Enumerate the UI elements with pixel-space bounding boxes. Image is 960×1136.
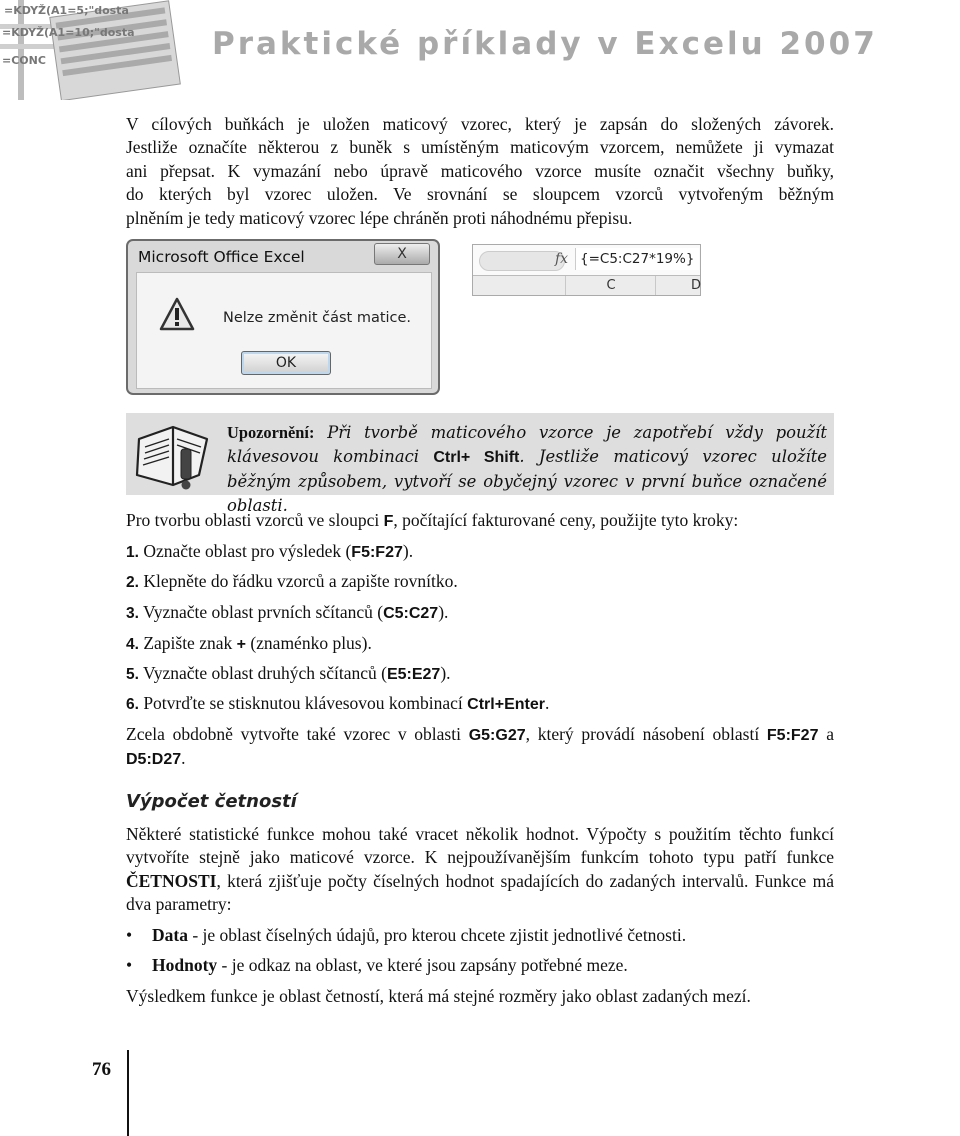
step-text: Klepněte do řádku vzorců a zapište rovnítko. (143, 571, 458, 591)
note-label: Upozornění: (227, 423, 315, 442)
text: , která zjišťuje počty číselných hodnot spadajících do zadaných intervalů. Funkce má dva parametry: (126, 870, 834, 915)
step-ref: C5:C27 (383, 605, 439, 622)
bullet-item (126, 954, 834, 977)
step-item (126, 692, 834, 716)
step-ref: + (236, 636, 246, 653)
bullet-item (126, 924, 834, 947)
column-ref: F (383, 513, 394, 530)
excel-formula-bar (472, 244, 701, 296)
step-number: 5. (126, 666, 139, 683)
column-header[interactable]: D (655, 276, 700, 295)
step-text: Vyznačte oblast prvních sčítanců ( (143, 602, 384, 622)
formula-input[interactable]: {=C5:C27*19%} (575, 248, 699, 270)
text: Zcela obdobně vytvořte také vzorec v oblasti (126, 724, 469, 744)
step-number: 6. (126, 696, 139, 713)
step-number: 3. (126, 605, 139, 622)
step-text: . (544, 693, 550, 713)
intro-line: V cílových buňkách je uložen maticový vzorec, který je zapsán do složených závorek. (126, 114, 834, 134)
intro-line: ani přepsat. K vymazání nebo úpravě maticového vzorce musíte označit všechny buňky, (126, 160, 834, 181)
bullet-term: Data (152, 925, 188, 945)
step-number: 2. (126, 574, 139, 591)
bullet-text: - je odkaz na oblast, ve které jsou zapsány potřebné meze. (217, 955, 628, 975)
formula-bar-row (473, 245, 700, 276)
step-text: Zapište znak (143, 633, 237, 653)
step-item (126, 662, 834, 686)
step-item (126, 570, 834, 594)
step-number: 1. (126, 544, 139, 561)
note-key-combo: Ctrl+ Shift (433, 449, 520, 466)
note-text (227, 421, 827, 518)
intro-line: plněním je tedy maticový vzorec lépe chráněn proti náhodnému přepisu. (126, 207, 633, 228)
range-ref: F5:F27 (766, 727, 819, 744)
step-text: Potvrďte se stisknutou klávesovou kombinací (143, 693, 468, 713)
section-heading: Výpočet četností (126, 791, 297, 812)
text: Pro tvorbu oblasti vzorců ve sloupci (126, 510, 384, 530)
note-text-part: . Jestliže maticový vzorec uložíte běžným způsobem, vytvoří se obyčejný vzorec v první buňce označené oblasti. (227, 447, 827, 515)
header-logo (0, 0, 210, 100)
step-ref: E5:E27 (386, 666, 441, 683)
intro-paragraph (126, 113, 834, 230)
steps-intro (126, 509, 834, 533)
range-ref: G5:G27 (468, 727, 526, 744)
step-ref: Ctrl+Enter (467, 696, 545, 713)
step-text: Označte oblast pro výsledek ( (143, 541, 352, 561)
page-number: 76 (92, 1059, 111, 1080)
logo-graphic (0, 0, 210, 100)
column-header-row (473, 276, 700, 295)
similar-paragraph (126, 723, 834, 772)
intro-line: do kterých byl vzorec uložen. Ve srovnání se sloupcem vzorců vytvořeným běžným (126, 184, 834, 205)
bullet-term: Hodnoty (152, 955, 218, 975)
logo-line-3: =CONC (2, 54, 46, 67)
function-name: ČETNOSTI (126, 870, 217, 891)
name-box[interactable] (479, 251, 565, 271)
text: a (818, 724, 834, 744)
step-ref: F5:F27 (351, 544, 403, 561)
step-text: (znaménko plus). (245, 633, 372, 653)
intro-line: Jestliže označíte některou z buněk s umístěným maticovým vzorcem, nemůžete ji vymazat (126, 137, 834, 158)
column-header[interactable]: C (565, 276, 656, 295)
text: . (181, 748, 186, 769)
page-rule (127, 1050, 129, 1136)
dialog-body (136, 272, 432, 389)
book-warning-icon (129, 419, 217, 491)
result-paragraph: Výsledkem funkce je oblast četností, která má stejné rozměry jako oblast zadaných mezí. (126, 986, 751, 1006)
text: Některé statistické funkce mohou také vracet několik hodnot. Výpočty s použitím těchto funkcí vytvoříte stejně jako maticové vzorce. K nejpoužívanějším funkcím tohoto typu patří funkce (126, 824, 834, 868)
page-header-title: Praktické příklady v Excelu 2007 (212, 26, 878, 62)
dialog-message: Nelze změnit část matice. (223, 310, 412, 326)
function-icon[interactable]: fx (555, 251, 569, 267)
step-item (126, 601, 834, 625)
ok-button[interactable]: OK (241, 351, 331, 375)
step-text: ). (438, 602, 449, 622)
bullet-icon: • (126, 925, 133, 945)
step-item (126, 540, 834, 564)
bullet-text: - je oblast číselných údajů, pro kterou chcete zjistit jednotlivé četnosti. (187, 925, 687, 945)
warning-icon (159, 297, 195, 331)
step-item (126, 632, 834, 656)
excel-error-dialog (126, 239, 440, 395)
text: , počítající fakturované ceny, použijte tyto kroky: (393, 510, 739, 530)
logo-line-1: =KDYŽ(A1=5;"dosta (4, 4, 129, 17)
bullet-icon: • (126, 955, 133, 975)
stats-paragraph (126, 823, 834, 917)
range-ref: D5:D27 (126, 751, 182, 769)
dialog-close-button[interactable]: X (374, 243, 430, 265)
logo-line-2: =KDYŽ(A1=10;"dosta (2, 26, 135, 39)
step-number: 4. (126, 636, 139, 653)
step-text: ). (440, 663, 451, 683)
note-text-part: Při tvorbě maticového vzorce je zapotřebí vždy použít klávesovou kombinaci (227, 423, 827, 466)
warning-note (126, 413, 834, 515)
step-text: Vyznačte oblast druhých sčítanců ( (143, 663, 387, 683)
dialog-title: Microsoft Office Excel (138, 248, 305, 266)
text: , který provádí násobení oblastí (525, 724, 767, 744)
step-text: ). (402, 541, 414, 561)
